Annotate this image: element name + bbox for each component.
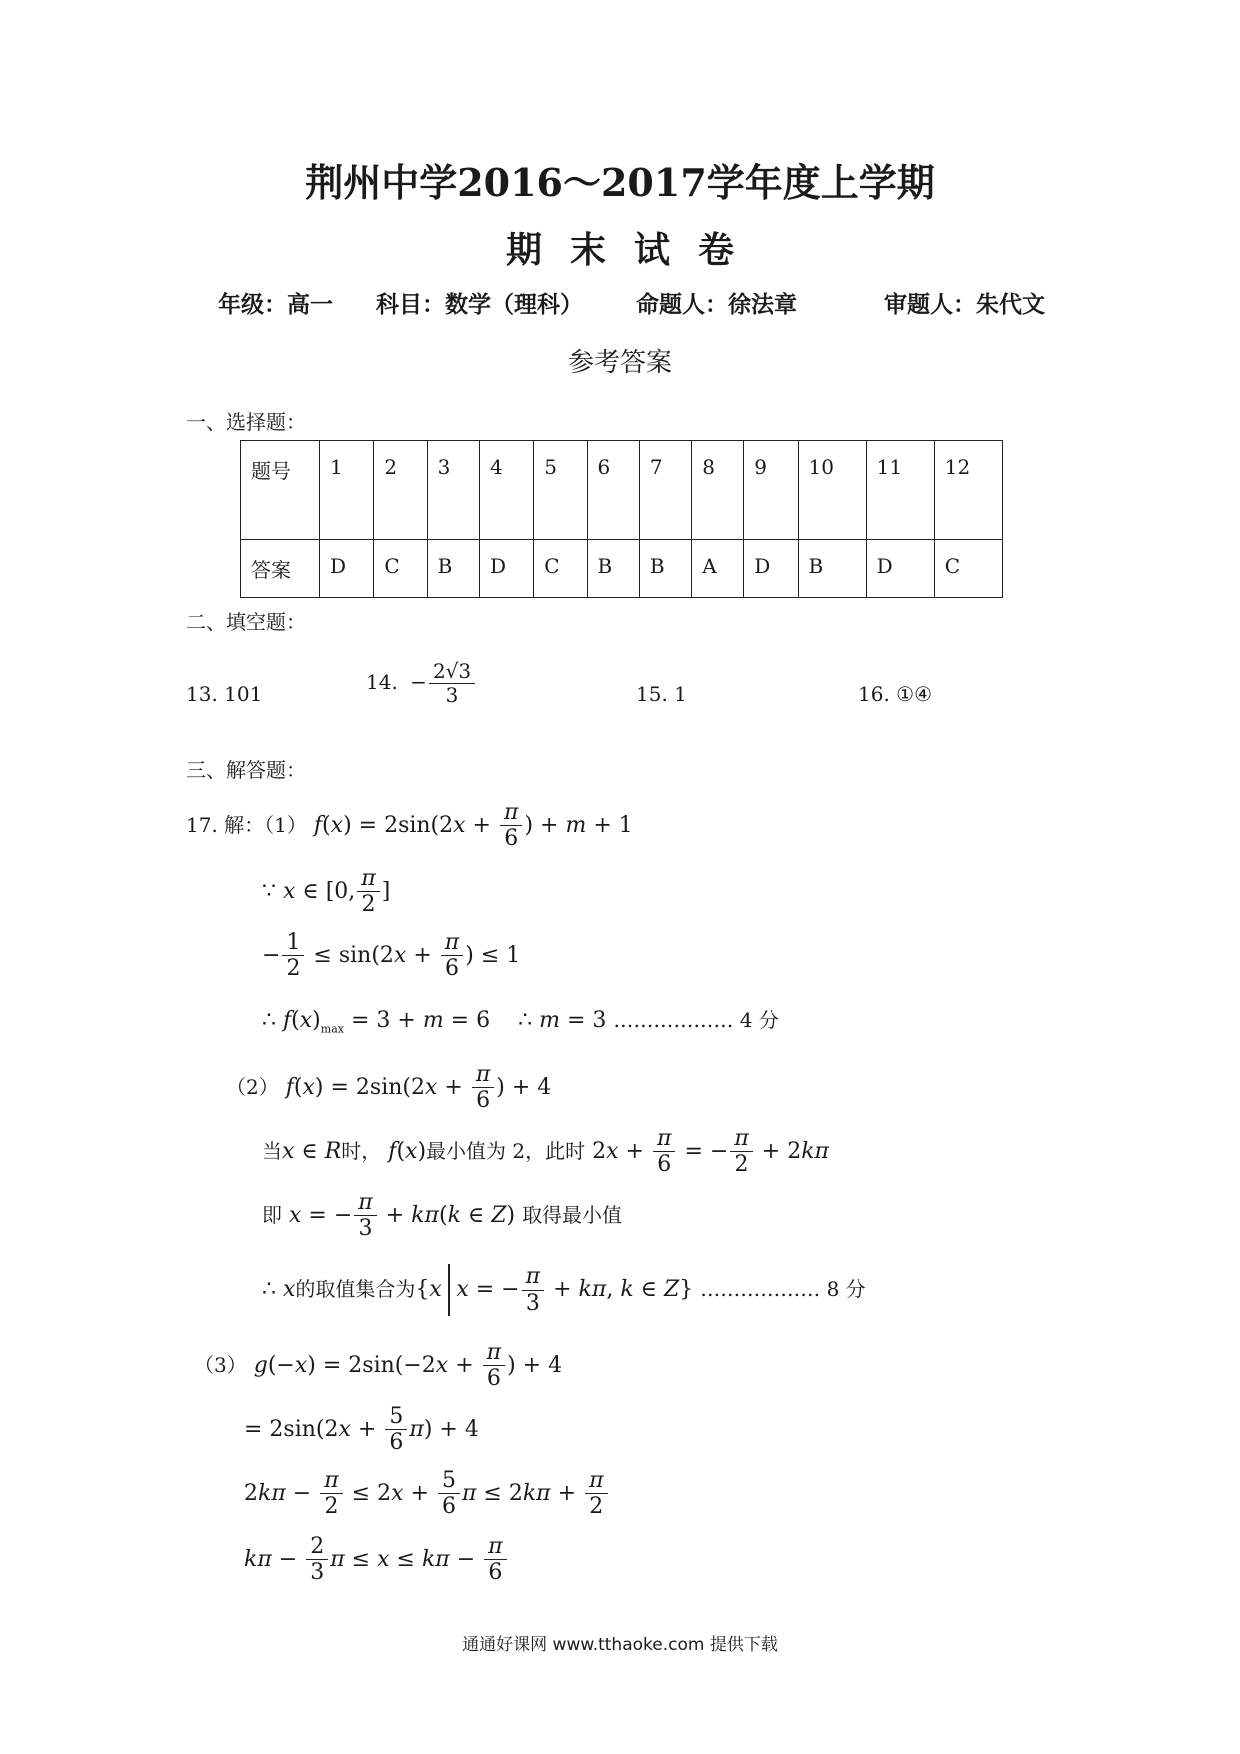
answer-cell: C [934,540,1002,598]
q17-set: ∴ x的取值集合为{x x = − $\frac{\pi}{3}$ + kπ, k ∈ Z} ……………… 8 分 [262,1264,866,1316]
doc-type: 参考答案 [567,348,672,378]
q17-part3: （3） g(−x) = 2sin(−2x + $\frac{\pi}{6}$ ) + 4 [194,1340,563,1392]
q17-max: ∴ $f(x)_{max} = 3 + m = 6$ ∴ m = 3 ……………… 4 分 [262,1008,779,1036]
answer-cell: B [798,540,866,598]
answer-table [240,440,1003,598]
question-number: 6 [587,441,639,540]
q17-part3-step: = 2sin(2x + $\frac{5}{6}$ π) + 4 [244,1404,479,1456]
question-number: 10 [798,441,866,540]
q17-range: − $\frac{1}{2}$ ≤ sin(2x + $\frac{\pi}{6}$ ) ≤ 1 [262,930,521,982]
question-number: 11 [866,441,934,540]
answer-cell: C [374,540,427,598]
answer-cell: D [866,540,934,598]
answer-cell: D [479,540,533,598]
question-number: 7 [639,441,691,540]
question-number: 8 [692,441,744,540]
question-number: 3 [427,441,479,540]
q17-part1: 17. 解：（1） f(x) = 2sin(2x + $\frac{\pi}{6}$ ) + m + 1 [186,800,633,852]
answer-cell: B [639,540,691,598]
section-fill-label: 二、填空题： [186,610,306,634]
q17-part2: （2） f(x) = 2sin(2x + $\frac{\pi}{6}$ ) + 4 [226,1062,552,1114]
answer-cell: B [587,540,639,598]
footer: 通通好课网 www.tthaoke.com 提供下载 [462,1635,778,1655]
question-number: 9 [744,441,798,540]
answer-cell: D [320,540,374,598]
exam-title: 期末试卷 [505,229,762,271]
page-title: 荆州中学2016～2017学年度上学期 [305,160,935,205]
reviewer: 审题人：朱代文 [884,292,1046,318]
question-number: 2 [374,441,427,540]
section-choice-label: 一、选择题： [186,410,306,434]
fill-answer-16: 16. ①④ [858,682,933,706]
exam-meta [218,286,1045,319]
question-number: 5 [534,441,587,540]
question-number: 1 [320,441,374,540]
row-label-number: 题号 [241,441,320,540]
answer-cell: D [744,540,798,598]
question-number: 12 [934,441,1002,540]
q17-domain: ∵ x ∈ [0, $\frac{\pi}{2}$ ] [262,866,391,918]
grade: 年级：高一 [218,292,333,318]
q17-min: 当x ∈ R时， f(x)最小值为 2，此时 2x + $\frac{\pi}{6}$ = − $\frac{\pi}{2}$ + 2kπ [262,1126,829,1178]
fill-answer-13: 13. 101 [186,682,263,706]
q17-inequality: 2kπ − $\frac{\pi}{2}$ ≤ 2x + $\frac{5}{6}$ π ≤ 2kπ + $\frac{\pi}{2}$ [244,1468,610,1520]
fill-answer-14: 14. − $\frac{2√3}{3}$ [366,660,477,707]
author: 命题人：徐法章 [636,292,798,318]
fill-answer-15: 15. 1 [636,682,687,706]
answer-cell: C [534,540,587,598]
section-solution-label: 三、解答题： [186,758,306,782]
question-number: 4 [479,441,533,540]
answer-cell: A [692,540,744,598]
q17-x-value: 即 x = − $\frac{\pi}{3}$ + kπ(k ∈ Z) 取得最小值 [262,1190,623,1242]
answer-cell: B [427,540,479,598]
subject: 科目：数学（理科） [376,292,584,318]
q17-interval: kπ − $\frac{2}{3}$ π ≤ x ≤ kπ − $\frac{\pi}{6}$ [244,1534,509,1586]
fraction: $\frac{2√3}{3}$ [429,660,475,707]
row-label-answer: 答案 [241,540,320,598]
